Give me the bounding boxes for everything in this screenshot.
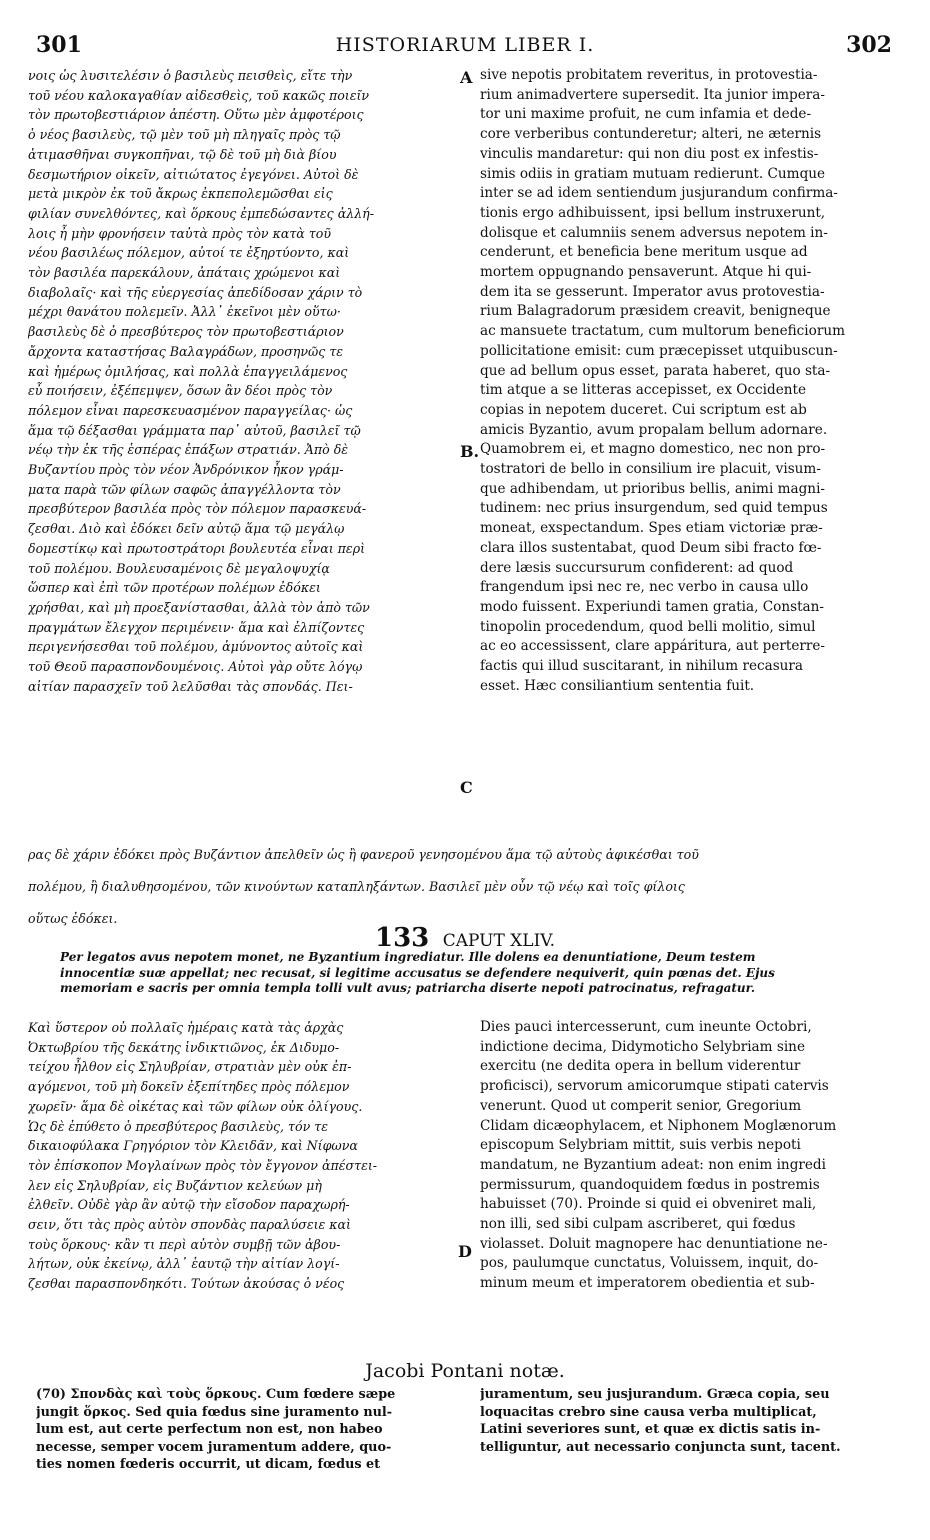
latin-text-line: violasset. Doluit magnopere hac denuntiatione ne- (480, 1235, 828, 1252)
note-line: ties nomen fœderis occurrit, ut dicam, fœdus et (36, 1457, 381, 1472)
greek-text-line: ἀτιμασθῆναι συγκοπῆναι, τῷ δὲ τοῦ μὴ διὰ βίου (28, 146, 337, 162)
latin-text-line: tor uni maxime profuit, ne cum infamia et dede- (480, 106, 812, 123)
greek-text-line: Ὡς δὲ ἐπύθετο ὁ πρεσβύτερος βασιλεὺς, τόν τε (28, 1118, 328, 1134)
latin-text-line: core verberibus contunderetur; alteri, ne æternis (480, 126, 822, 143)
page-number-right: 302 (846, 32, 892, 58)
note-line: juramentum, seu jusjurandum. Græca copia, seu (480, 1387, 830, 1402)
latin-text-line: factis qui illud suscitarant, in nihilum recasura (480, 658, 804, 675)
greek-text-line: ὁ νέος βασιλεὺς, τῷ μὲν τοῦ μὴ πληγαῖς πρὸς τῷ (28, 127, 341, 143)
greek-text-line: ἐλθεῖν. Οὐδὲ γὰρ ἂν αὐτῷ τὴν εἴσοδον παραχωρή- (28, 1197, 350, 1213)
latin-text-line: mortem oppugnando pensaverunt. Atque hi qui- (480, 264, 812, 281)
greek-text-line: χρήσθαι, καὶ μὴ προεξανίστασθαι, ἀλλὰ τὸν ἀπὸ τῶν (28, 599, 370, 615)
greek-text-line: λοις ἦ μὴν φρονήσειν ταὐτὰ πρὸς τὸν κατὰ τοῦ (28, 225, 332, 241)
greek-text-line: νέῳ τὴν ἐκ τῆς ἑσπέρας ἐπάξων στρατιάν. Ἀπὸ δὲ (28, 442, 349, 458)
note-line: telliguntur, aut necessario conjuncta sunt, tacent. (480, 1439, 841, 1455)
greek-text-line: τοῦ πολέμου. Βουλευσαμένοις δὲ μεγαλοψυχίᾳ (28, 560, 330, 576)
latin-text-line: rium animadvertere supersedit. Ita junior impera- (480, 86, 825, 103)
greek-text-line: πολέμου, ἢ διαλυθησομένου, τῶν κινούντων καταπληξάντων. Βασιλεῖ μὲν οὖν τῷ νέῳ καὶ τοῖς φίλοις (28, 878, 685, 894)
latin-text-line: tim atque a se litteras accepisset, ex Occidente (480, 382, 807, 399)
greek-text-line: τοὺς ὅρκους· κἂν τι περὶ αὐτὸν συμβῇ τῶν ἀβου- (28, 1236, 341, 1252)
latin-text-line: proficisci), servorum amicorumque stipati catervis (480, 1078, 829, 1095)
latin-text-line: esset. Hæc consiliantium sententia fuit. (480, 677, 755, 694)
latin-text-line: tostratori de bello in consilium ire placuit, visum- (480, 461, 821, 478)
greek-text-line: λεν εἰς Σηλυβρίαν, εἰς Βυζάντιον κελεύων μὴ (28, 1177, 322, 1193)
greek-text-line: τοῦ Θεοῦ παρασπονδουμένοις. Αὐτοὶ γὰρ οὔτε λόγῳ (28, 659, 363, 675)
chapter-title: CAPUT XLIV. (442, 931, 555, 951)
greek-text-line: τὸν βασιλέα παρεκάλουν, ἀπάταις χρώμενοι καὶ (28, 265, 341, 281)
latin-text-line: sive nepotis probitatem reveritus, in protovestia- (480, 67, 818, 83)
latin-column-top (480, 66, 900, 697)
note-line: (70) Σπονδὰς καὶ τοὺς ὅρκους. Cum fœdere sæpe (36, 1387, 396, 1402)
running-title: HISTORIARUM LIBER I. (335, 34, 595, 56)
latin-text-line: tionis ergo adhibuissent, ipsi bellum instruxerunt, (480, 204, 826, 221)
latin-text-line: clara illos sustentabat, quod Deum sibi fracto fœ- (480, 539, 822, 556)
greek-text-line: δεσμωτήριον οἰκεῖν, αἰτιώτατος ἐγεγόνει. Αὐτοὶ δὲ (28, 166, 359, 182)
greek-text-line: ματα παρὰ τῶν φίλων σαφῶς ἀπαγγέλλοντα τὸν (28, 481, 341, 497)
latin-text-line: simis odiis in gratiam mutuam redierunt. Cumque (480, 165, 826, 182)
section-marker-d: D (458, 1242, 472, 1261)
greek-text-line: καὶ ἡμέρως ὁμιλήσας, καὶ πολλὰ ἐπαγγειλάμενος (28, 363, 348, 379)
latin-text-line: copias in nepotem duceret. Cui scriptum est ab (480, 401, 807, 418)
latin-text-line: dere læsis succursurum confiderent: ad quod (480, 559, 794, 576)
note-line: jungit ὅρκος. Sed quia fœdus sine juramento nul- (36, 1404, 393, 1420)
greek-text-line: φιλίαν συνελθόντες, καὶ ὅρκους ἐμπεδώσαντες ἀλλή- (28, 205, 374, 221)
latin-text-line: Dies pauci intercesserunt, cum ineunte Octobri, (480, 1019, 812, 1035)
section-marker-c: C (460, 778, 473, 797)
greek-text-line: ρας δὲ χάριν ἐδόκει πρὸς Βυζάντιον ἀπελθεῖν ὡς ἢ φανεροῦ γενησομένου ἅμα τῷ αὐτοὺς ἀφικέσθαι τοῦ (28, 846, 699, 862)
note-line: necesse, semper vocem juramentum addere, quo- (36, 1439, 392, 1455)
latin-column-bottom (480, 1018, 900, 1294)
summary-line: memoriam e sacris per omnia templa tolli vult avus; patriarcha diserte nepoti patrocinatus, refragatur. (60, 981, 756, 995)
greek-text-line: οὕτως ἐδόκει. (28, 911, 118, 927)
latin-text-line: cenderunt, et beneficia bene meritum usque ad (480, 244, 808, 261)
latin-text-line: amicis Byzantio, avum propalam bellum adornare. (480, 421, 828, 438)
latin-text-line: tinopolin procedendum, quod belli molitio, simul (480, 618, 816, 635)
latin-text-line: moneat, exspectandum. Spes etiam victoriæ præ- (480, 520, 823, 537)
latin-text-line: que adhibendam, ut prioribus bellis, animi magni- (480, 480, 826, 497)
greek-text-line: δομεστίκῳ καὶ πρωτοστράτορι βουλευτέα εἶναι περὶ (28, 540, 366, 556)
notes-title: Jacobi Pontani notæ. (365, 1360, 565, 1382)
notes-column-right (480, 1386, 900, 1456)
greek-text-line: τὸν πρωτοβεστιάριον ἀπέστη. Οὕτω μὲν ἀμφοτέροις (28, 107, 364, 123)
note-line: Latini severiores sunt, et quæ ex dictis satis in- (480, 1422, 821, 1437)
latin-text-line: venerunt. Quod ut comperit senior, Gregorium (480, 1097, 802, 1114)
latin-text-line: minum meum et imperatorem obedientia et sub- (480, 1275, 815, 1292)
greek-text-line: εὖ ποιήσειν, ἐξέπεμψεν, ὅσων ἂν δέοι πρὸς τὸν (28, 383, 333, 399)
page-number-left: 301 (36, 32, 82, 58)
latin-text-line: ac mansuete tractatum, cum multorum beneficiorum (480, 323, 845, 340)
latin-text-line: tudinem: nec prius insurgendum, sed quid tempus (480, 500, 828, 517)
latin-text-line: Quamobrem ei, et magno domestico, nec non pro- (480, 441, 826, 458)
greek-column-top (28, 66, 456, 697)
greek-text-line: χωρεῖν· ἅμα δὲ οἰκέτας καὶ τῶν φίλων οὐκ ὀλίγους. (28, 1098, 363, 1114)
greek-column-bottom (28, 1018, 458, 1294)
greek-text-line: Βυζαντίου πρὸς τὸν νέον Ἀνδρόνικον ἧκον γράμ- (28, 462, 344, 478)
greek-text-line: πραγμάτων ἔλεγχον περιμένειν· ἅμα καὶ ἐλπίζοντες (28, 619, 365, 635)
greek-text-line: νοις ὡς λυσιτελέσιν ὁ βασιλεὺς πεισθεὶς, εἴτε τὴν (28, 68, 353, 83)
greek-text-line: λήτων, οὐκ ἐκείνῳ, ἀλλ᾽ ἑαυτῷ τὴν αἰτίαν λογί- (28, 1256, 340, 1272)
latin-text-line: episcopum Selybriam mittit, suis verbis nepoti (480, 1137, 801, 1154)
chapter-summary (60, 950, 900, 997)
section-marker-b: B. (460, 442, 480, 461)
greek-text-line: ὥσπερ καὶ ἐπὶ τῶν προτέρων πολέμων ἐδόκει (28, 580, 321, 596)
latin-text-line: mandatum, ne Byzantium adeat: non enim ingredi (480, 1156, 826, 1173)
latin-text-line: vinculis mandaretur: qui non diu post ex infestis- (480, 145, 819, 162)
chapter-heading (0, 923, 930, 953)
greek-text-line: ἄρχοντα καταστήσας Βαλαγράδων, προσηνῶς τε (28, 343, 344, 359)
latin-text-line: exercitu (ne dedita opera in bellum viderentur (480, 1058, 801, 1075)
greek-text-line: αγόμενοι, τοῦ μὴ δοκεῖν ἐξεπίτηδες πρὸς πόλεμον (28, 1079, 350, 1095)
greek-text-line: ἅμα τῷ δέξασθαι γράμματα παρ᾽ αὐτοῦ, βασιλεῖ τῷ (28, 422, 361, 438)
greek-text-line: Ὀκτωβρίου τῆς δεκάτης ἰνδικτιῶνος, ἐκ Διδυμο- (28, 1039, 340, 1055)
latin-text-line: dolisque et calumniis senem adversus nepotem in- (480, 224, 828, 241)
page-header (30, 30, 900, 62)
greek-text-line: σειν, ὅτι τὰς πρὸς αὐτὸν σπονδὰς παραλύσειε καὶ (28, 1217, 351, 1233)
chapter-number: 133 (375, 923, 430, 953)
notes-column-left (36, 1386, 456, 1474)
note-line: lum est, aut certe perfectum non est, non habeo (36, 1422, 383, 1437)
greek-text-line: ζεσθαι παρασπονδηκότι. Τούτων ἀκούσας ὁ νέος (28, 1276, 345, 1292)
greek-text-line: μετὰ μικρὸν ἐκ τοῦ ἄκρως ἐκπεπολεμῶσθαι εἰς (28, 186, 333, 202)
latin-text-line: pos, paulumque cunctatus, Voluissem, inquit, do- (480, 1255, 819, 1272)
section-marker-a: A (460, 68, 473, 87)
greek-text-line: δικαιοφύλακα Γρηγόριον τὸν Κλειδᾶν, καὶ Νίφωνα (28, 1138, 358, 1154)
greek-text-line: μέχρι θανάτου πολεμεῖν. Ἀλλ᾽ ἐκεῖνοι μὲν οὕτω· (28, 304, 341, 320)
greek-text-line: τὸν ἐπίσκοπον Μογλαίνων πρὸς τὸν ἔγγονον ἀπέστει- (28, 1157, 378, 1173)
latin-text-line: habuisset (70). Proinde si quid ei obveniret mali, (480, 1196, 817, 1213)
latin-text-line: permissurum, quandoquidem fœdus in postremis (480, 1176, 820, 1193)
greek-text-line: τείχου ἦλθον εἰς Σηλυβρίαν, στρατιὰν μὲν οὐκ ἐπ- (28, 1059, 352, 1075)
greek-text-line: βασιλεὺς δὲ ὁ πρεσβύτερος τὸν πρωτοβεστιάριον (28, 324, 344, 340)
greek-text-line: περιγενήσεσθαι τοῦ πολέμου, ἀμύνοντος αὐτοῖς καὶ (28, 639, 364, 655)
greek-text-line: ζεσθαι. Διὸ καὶ ἐδόκει δεῖν αὐτῷ ἅμα τῷ μεγάλῳ (28, 521, 345, 537)
latin-text-line: frangendum ipsi nec re, nec verbo in causa ullo (480, 579, 809, 596)
greek-text-line: αἰτίαν παρασχεῖν τοῦ λελῦσθαι τὰς σπονδάς. Πει- (28, 678, 353, 694)
latin-text-line: rium Balagradorum præsidem creavit, benigneque (480, 303, 831, 320)
greek-text-line: πόλεμον εἶναι παρεσκευασμένον παραγγείλας· ὡς (28, 402, 353, 418)
latin-text-line: indictione decima, Didymoticho Selybriam sine (480, 1038, 805, 1055)
latin-text-line: dem ita se gesserunt. Imperator avus protovestia- (480, 283, 825, 300)
greek-text-line: πρεσβύτερον βασιλέα πρὸς τὸν πόλεμον παρασκευά- (28, 501, 367, 517)
greek-text-line: τοῦ νέου καλοκαγαθίαν αἰδεσθεὶς, τοῦ κακῶς ποιεῖν (28, 87, 370, 103)
latin-text-line: pollicitatione emisit: cum præcepisset utquibuscun- (480, 342, 838, 359)
greek-text-line: διαβολαῖς· καὶ τῆς εὐεργεσίας ἀπεδίδοσαν χάριν τὸ (28, 284, 363, 300)
summary-line: Per legatos avus nepotem monet, ne Byzantium ingrediatur. Ille dolens ea denuntiatione, Deum testem (60, 950, 756, 964)
latin-text-line: modo fuissent. Experiundi tamen gratia, Constan- (480, 598, 825, 615)
latin-text-line: que ad bellum opus esset, parata haberet, quo sta- (480, 362, 831, 379)
latin-text-line: inter se ad idem sentiendum jusjurandum confirma- (480, 185, 838, 202)
latin-text-line: Clidam dicæophylacem, et Niphonem Moglænorum (480, 1117, 837, 1134)
latin-text-line: ac eo accessissent, clare appáritura, aut perterre- (480, 638, 826, 655)
note-line: loquacitas crebro sine causa verba multiplicat, (480, 1404, 817, 1420)
greek-text-line: νέου βασιλέως πόλεμον, αὐτοί τε ἐξηρτύοντο, καὶ (28, 245, 350, 261)
summary-line: innocentiæ suæ appellat; nec recusat, si legitime accusatus se defendere nequiverit, quin pœnas det. Ejus (60, 965, 775, 980)
greek-text-line: Καὶ ὕστερον οὐ πολλαῖς ἡμέραις κατὰ τὰς ἀρχὰς (28, 1020, 344, 1035)
latin-text-line: non illi, sed sibi culpam ascriberet, qui fœdus (480, 1216, 796, 1233)
